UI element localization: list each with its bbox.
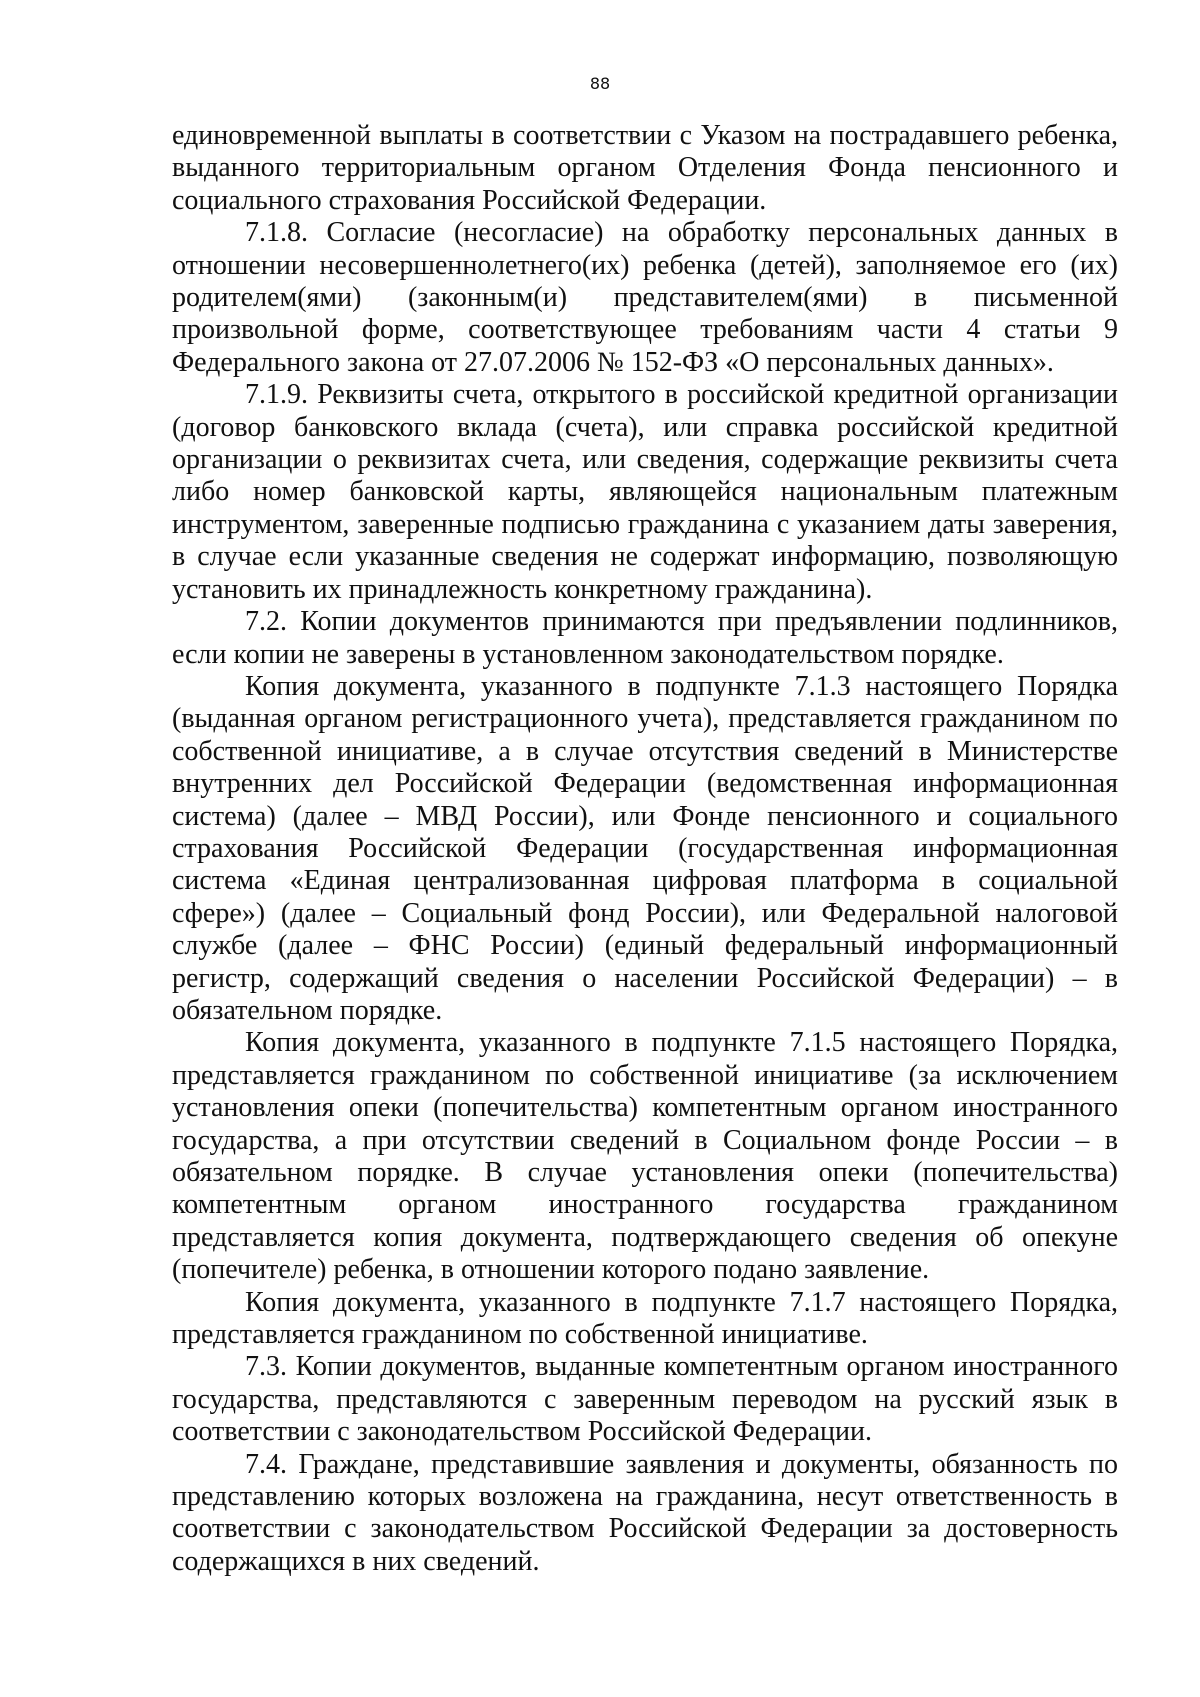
paragraph-copy-7-1-5: Копия документа, указанного в подпункте 7.1.5 настоящего Порядка, представляется гражданином по собственной инициативе (за исключением установления опеки (попечительства) компетентным органом иностранного государства, а при отсутствии сведений в Социальном фонде России – в обязательном порядке. В случае установления опеки (попечительства) компетентным органом иностранного государства гражданином представляется копия документа, подтверждающего сведения об опекуне (попечителе) ребенка, в отношении которого подано заявление.	[172, 1027, 1118, 1286]
paragraph-7-1-8: 7.1.8. Согласие (несогласие) на обработку персональных данных в отношении несовершеннолетнего(их) ребенка (детей), заполняемое его (их) родителем(ями) (законным(и) представителем(ями) в письменной произвольной форме, соответствующее требованиям части 4 статьи 9 Федерального закона от 27.07.2006 № 152-ФЗ «О персональных данных».	[172, 217, 1118, 378]
paragraph-7-4: 7.4. Граждане, представившие заявления и документы, обязанность по представлению которых возложена на гражданина, несут ответственность в соответствии с законодательством Российской Федерации за достоверность содержащихся в них сведений.	[172, 1448, 1118, 1577]
paragraph-7-2: 7.2. Копии документов принимаются при предъявлении подлинников, если копии не заверены в установленном законодательством порядке.	[172, 606, 1118, 670]
paragraph-copy-7-1-3: Копия документа, указанного в подпункте 7.1.3 настоящего Порядка (выданная органом регистрационного учета), представляется гражданином по собственной инициативе, а в случае отсутствия сведений в Министерстве внутренних дел Российской Федерации (ведомственная информационная система) (далее – МВД России), или Фонде пенсионного и социального страхования Российской Федерации (государственная информационная система «Единая централизованная цифровая платформа в социальной сфере») (далее – Социальный фонд России), или Федеральной налоговой службе (далее – ФНС России) (единый федеральный информационный регистр, содержащий сведения о населении Российской Федерации) – в обязательном порядке.	[172, 670, 1118, 1026]
paragraph-7-3: 7.3. Копии документов, выданные компетентным органом иностранного государства, представляются с заверенным переводом на русский язык в соответствии с законодательством Российской Федерации.	[172, 1351, 1118, 1448]
paragraph-continuation: единовременной выплаты в соответствии с Указом на пострадавшего ребенка, выданного территориальным органом Отделения Фонда пенсионного и социального страхования Российской Федерации.	[172, 120, 1118, 216]
document-body	[172, 120, 1118, 1578]
paragraph-7-1-9: 7.1.9. Реквизиты счета, открытого в российской кредитной организации (договор банковского вклада (счета), или справка российской кредитной организации о реквизитах счета, или сведения, содержащие реквизиты счета либо номер банковской карты, являющейся национальным платежным инструментом, заверенные подписью гражданина с указанием даты заверения, в случае если указанные сведения не содержат информацию, позволяющую установить их принадлежность конкретному гражданина).	[172, 379, 1118, 605]
paragraph-copy-7-1-7: Копия документа, указанного в подпункте 7.1.7 настоящего Порядка, представляется гражданином по собственной инициативе.	[172, 1286, 1118, 1351]
page-number: 88	[589, 74, 611, 93]
